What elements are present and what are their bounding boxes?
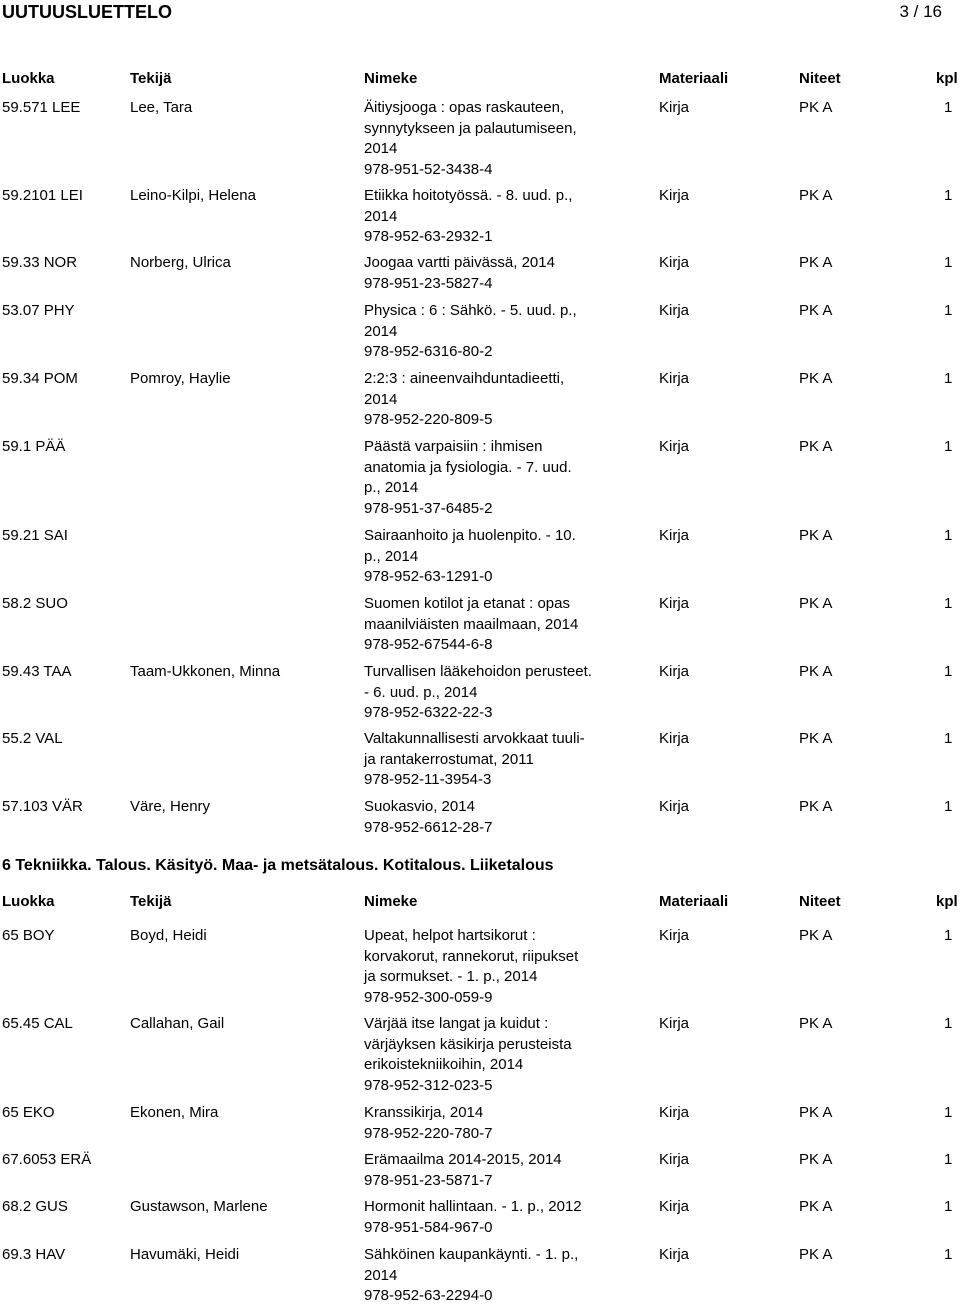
column-header-quantity: kpl bbox=[936, 70, 958, 87]
entry-copies: PK A bbox=[799, 1015, 833, 1032]
entry-copies: PK A bbox=[799, 527, 833, 544]
entry-title-line: 978-951-23-5871-7 bbox=[364, 1171, 493, 1189]
entry-title-line: p., 2014 bbox=[364, 479, 419, 496]
column-header-author: Tekijä bbox=[130, 70, 172, 87]
entry-material: Kirja bbox=[659, 927, 690, 944]
entry-copies: PK A bbox=[799, 99, 833, 116]
column-header-class: Luokka bbox=[2, 893, 55, 910]
entry-material: Kirja bbox=[659, 663, 690, 680]
entry-copies: PK A bbox=[799, 187, 833, 204]
entry-title-line: maanilviäisten maailmaan, 2014 bbox=[364, 615, 579, 633]
entry-material: Kirja bbox=[659, 302, 690, 319]
entry-title-line: Physica : 6 : Sähkö. - 5. uud. p., bbox=[364, 302, 577, 319]
entry-title-line: 978-952-220-809-5 bbox=[364, 411, 493, 428]
entry-title-line: Suokasvio, 2014 bbox=[364, 798, 475, 815]
entry-title-line: anatomia ja fysiologia. - 7. uud. bbox=[364, 458, 572, 476]
entry-title-line: 978-952-67544-6-8 bbox=[364, 636, 493, 653]
entry-quantity: 1 bbox=[944, 1151, 953, 1168]
entry-title-line: 2014 bbox=[364, 207, 398, 225]
catalog-entry bbox=[0, 526, 960, 588]
entry-title-line: Etiikka hoitotyössä. - 8. uud. p., bbox=[364, 187, 573, 204]
entry-copies: PK A bbox=[799, 663, 833, 680]
entry-title bbox=[364, 729, 626, 791]
entry-quantity: 1 bbox=[944, 187, 953, 204]
entry-title bbox=[364, 1014, 626, 1096]
entry-copies: PK A bbox=[799, 927, 833, 944]
entry-quantity: 1 bbox=[944, 663, 953, 680]
column-header-row bbox=[0, 69, 960, 89]
entry-class: 59.33 NOR bbox=[2, 254, 78, 271]
entry-material: Kirja bbox=[659, 595, 690, 612]
catalog-entry bbox=[0, 186, 960, 248]
entry-title-line: Sähköinen kaupankäynti. - 1. p., bbox=[364, 1246, 579, 1263]
entry-class: 65.45 CAL bbox=[2, 1015, 73, 1032]
entry-title bbox=[364, 186, 626, 248]
entry-class: 59.43 TAA bbox=[2, 663, 72, 680]
catalog-entry bbox=[0, 926, 960, 1008]
entry-title bbox=[364, 437, 626, 519]
column-header-class: Luokka bbox=[2, 70, 55, 87]
entry-class: 65 BOY bbox=[2, 927, 55, 944]
entry-quantity: 1 bbox=[944, 302, 953, 319]
entry-title bbox=[364, 526, 626, 588]
entry-class: 55.2 VAL bbox=[2, 730, 63, 747]
entry-title-line: 2014 bbox=[364, 322, 398, 340]
entry-quantity: 1 bbox=[944, 1198, 953, 1215]
entry-quantity: 1 bbox=[944, 254, 953, 271]
catalog-entry bbox=[0, 1150, 960, 1191]
column-header-material: Materiaali bbox=[659, 70, 729, 87]
entry-copies: PK A bbox=[799, 1151, 833, 1168]
entry-author: Pomroy, Haylie bbox=[130, 370, 231, 387]
entry-title-line: Valtakunnallisesti arvokkaat tuuli- bbox=[364, 730, 585, 747]
entry-copies: PK A bbox=[799, 438, 833, 455]
entry-title-line: 2014 bbox=[364, 140, 398, 157]
entry-title-line: - 6. uud. p., 2014 bbox=[364, 683, 478, 701]
entry-quantity: 1 bbox=[944, 438, 953, 455]
entry-title-line: synnytykseen ja palautumiseen, bbox=[364, 119, 577, 137]
entry-material: Kirja bbox=[659, 1104, 690, 1121]
column-header-row bbox=[0, 892, 960, 912]
entry-material: Kirja bbox=[659, 438, 690, 455]
entry-title-line: korvakorut, rannekorut, riipukset bbox=[364, 947, 579, 965]
entry-quantity: 1 bbox=[944, 927, 953, 944]
entry-copies: PK A bbox=[799, 302, 833, 319]
entry-class: 59.21 SAI bbox=[2, 527, 68, 544]
entry-material: Kirja bbox=[659, 730, 690, 747]
entry-author: Ekonen, Mira bbox=[130, 1104, 219, 1121]
page-number: 3 / 16 bbox=[899, 2, 942, 21]
entry-author: Taam-Ukkonen, Minna bbox=[130, 663, 281, 680]
catalog-entry bbox=[0, 437, 960, 519]
entry-title-line: Turvallisen lääkehoidon perusteet. bbox=[364, 663, 592, 680]
entry-class: 69.3 HAV bbox=[2, 1246, 66, 1263]
entry-title-line: 978-952-63-2294-0 bbox=[364, 1287, 493, 1304]
entry-title-line: Hormonit hallintaan. - 1. p., 2012 bbox=[364, 1198, 582, 1215]
entry-title-line: Upeat, helpot hartsikorut : bbox=[364, 927, 536, 944]
catalog-entry bbox=[0, 729, 960, 791]
entry-material: Kirja bbox=[659, 99, 690, 116]
catalog-entry bbox=[0, 301, 960, 363]
entry-copies: PK A bbox=[799, 730, 833, 747]
section-title: 6 Tekniikka. Talous. Käsityö. Maa- ja metsätalous. Kotitalous. Liiketalous bbox=[2, 857, 554, 874]
entry-quantity: 1 bbox=[944, 1015, 953, 1032]
entry-quantity: 1 bbox=[944, 798, 953, 815]
entry-title bbox=[364, 662, 626, 724]
entry-title bbox=[364, 594, 626, 656]
entry-quantity: 1 bbox=[944, 730, 953, 747]
entry-quantity: 1 bbox=[944, 370, 953, 387]
entry-quantity: 1 bbox=[944, 595, 953, 612]
entry-title bbox=[364, 1245, 626, 1307]
entry-title bbox=[364, 301, 626, 363]
entry-material: Kirja bbox=[659, 1015, 690, 1032]
entry-author: Havumäki, Heidi bbox=[130, 1246, 240, 1263]
entry-class: 59.34 POM bbox=[2, 370, 78, 387]
entry-title-line: 978-952-11-3954-3 bbox=[364, 771, 492, 788]
entry-material: Kirja bbox=[659, 254, 690, 271]
entry-copies: PK A bbox=[799, 370, 833, 387]
entry-title bbox=[364, 1150, 626, 1191]
entry-author: Norberg, Ulrica bbox=[130, 254, 231, 271]
entry-title-line: ja sormukset. - 1. p., 2014 bbox=[364, 968, 538, 985]
column-header-title: Nimeke bbox=[364, 70, 418, 87]
entry-material: Kirja bbox=[659, 1246, 690, 1263]
entry-copies: PK A bbox=[799, 1246, 833, 1263]
entry-material: Kirja bbox=[659, 1198, 690, 1215]
entry-title bbox=[364, 369, 626, 431]
document-title: UUTUUSLUETTELO bbox=[2, 2, 172, 22]
column-header-copies: Niteet bbox=[799, 70, 841, 87]
entry-title-line: 978-952-6322-22-3 bbox=[364, 704, 493, 721]
entry-material: Kirja bbox=[659, 798, 690, 815]
entry-quantity: 1 bbox=[944, 99, 953, 116]
entry-title-line: Kranssikirja, 2014 bbox=[364, 1104, 484, 1121]
entry-title-line: 978-952-6316-80-2 bbox=[364, 343, 493, 360]
entry-title bbox=[364, 1197, 626, 1238]
entry-quantity: 1 bbox=[944, 1104, 953, 1121]
entry-author: Väre, Henry bbox=[130, 798, 211, 815]
entry-title bbox=[364, 1103, 626, 1144]
entry-title-line: Sairaanhoito ja huolenpito. - 10. bbox=[364, 527, 576, 544]
entry-title-line: 2:2:3 : aineenvaihduntadieetti, bbox=[364, 370, 565, 387]
entry-title-line: erikoistekniikoihin, 2014 bbox=[364, 1056, 524, 1073]
entry-title-line: 2014 bbox=[364, 1266, 398, 1284]
column-header-quantity: kpl bbox=[936, 893, 958, 910]
entry-class: 59.1 PÄÄ bbox=[2, 438, 66, 455]
entry-copies: PK A bbox=[799, 1198, 833, 1215]
catalog-entry bbox=[0, 594, 960, 656]
entry-title-line: 978-951-584-967-0 bbox=[364, 1218, 493, 1236]
entry-material: Kirja bbox=[659, 370, 690, 387]
entry-copies: PK A bbox=[799, 798, 833, 815]
entry-title bbox=[364, 253, 626, 294]
entry-title-line: 978-952-6612-28-7 bbox=[364, 818, 493, 836]
entry-title-line: Äitiysjooga : opas raskauteen, bbox=[364, 99, 565, 116]
entry-class: 67.6053 ERÄ bbox=[2, 1151, 92, 1168]
entry-author: Lee, Tara bbox=[130, 99, 193, 116]
entry-title-line: Erämaailma 2014-2015, 2014 bbox=[364, 1151, 562, 1168]
entry-title-line: 978-952-63-2932-1 bbox=[364, 228, 493, 245]
entry-title-line: 978-952-220-780-7 bbox=[364, 1124, 493, 1142]
entry-title-line: Päästä varpaisiin : ihmisen bbox=[364, 438, 543, 455]
catalog-entry bbox=[0, 253, 960, 294]
entry-copies: PK A bbox=[799, 595, 833, 612]
entry-class: 65 EKO bbox=[2, 1104, 55, 1121]
entry-title-line: 978-952-312-023-5 bbox=[364, 1076, 493, 1094]
entry-title-line: Joogaa vartti päivässä, 2014 bbox=[364, 254, 555, 271]
column-header-material: Materiaali bbox=[659, 893, 729, 910]
entry-class: 68.2 GUS bbox=[2, 1198, 68, 1215]
entry-copies: PK A bbox=[799, 1104, 833, 1121]
entry-title bbox=[364, 926, 626, 1008]
entry-class: 58.2 SUO bbox=[2, 595, 68, 612]
entry-class: 59.2101 LEI bbox=[2, 187, 83, 204]
entry-author: Boyd, Heidi bbox=[130, 927, 207, 944]
entry-class: 57.103 VÄR bbox=[2, 798, 83, 815]
entry-quantity: 1 bbox=[944, 527, 953, 544]
catalog-entry bbox=[0, 1245, 960, 1307]
entry-title-line: Värjää itse langat ja kuidut : bbox=[364, 1015, 549, 1032]
entry-title-line: 2014 bbox=[364, 390, 398, 408]
entry-title-line: p., 2014 bbox=[364, 547, 419, 565]
entry-material: Kirja bbox=[659, 187, 690, 204]
catalog-entry bbox=[0, 1103, 960, 1144]
entry-title bbox=[364, 98, 626, 180]
entry-quantity: 1 bbox=[944, 1246, 953, 1263]
column-header-copies: Niteet bbox=[799, 893, 841, 910]
column-header-author: Tekijä bbox=[130, 893, 172, 910]
entry-author: Leino-Kilpi, Helena bbox=[130, 187, 256, 204]
entry-class: 53.07 PHY bbox=[2, 302, 75, 319]
entry-title-line: värjäyksen käsikirja perusteista bbox=[364, 1035, 572, 1053]
entry-title-line: 978-951-37-6485-2 bbox=[364, 499, 493, 517]
entry-title-line: 978-952-300-059-9 bbox=[364, 988, 493, 1006]
catalog-entry bbox=[0, 797, 960, 838]
catalog-entry bbox=[0, 369, 960, 431]
entry-author: Callahan, Gail bbox=[130, 1015, 225, 1032]
entry-material: Kirja bbox=[659, 1151, 690, 1168]
entry-copies: PK A bbox=[799, 254, 833, 271]
catalog-entry bbox=[0, 1014, 960, 1096]
entry-title-line: Suomen kotilot ja etanat : opas bbox=[364, 595, 570, 612]
catalog-entry bbox=[0, 662, 960, 724]
catalog-entry bbox=[0, 98, 960, 180]
entry-author: Gustawson, Marlene bbox=[130, 1198, 268, 1215]
entry-title-line: 978-951-23-5827-4 bbox=[364, 274, 493, 292]
entry-title-line: 978-952-63-1291-0 bbox=[364, 568, 493, 585]
entry-class: 59.571 LEE bbox=[2, 99, 81, 116]
column-header-title: Nimeke bbox=[364, 893, 418, 910]
catalog-entry bbox=[0, 1197, 960, 1238]
entry-title-line: 978-951-52-3438-4 bbox=[364, 160, 493, 178]
entry-material: Kirja bbox=[659, 527, 690, 544]
entry-title-line: ja rantakerrostumat, 2011 bbox=[364, 750, 534, 768]
entry-title bbox=[364, 797, 626, 838]
